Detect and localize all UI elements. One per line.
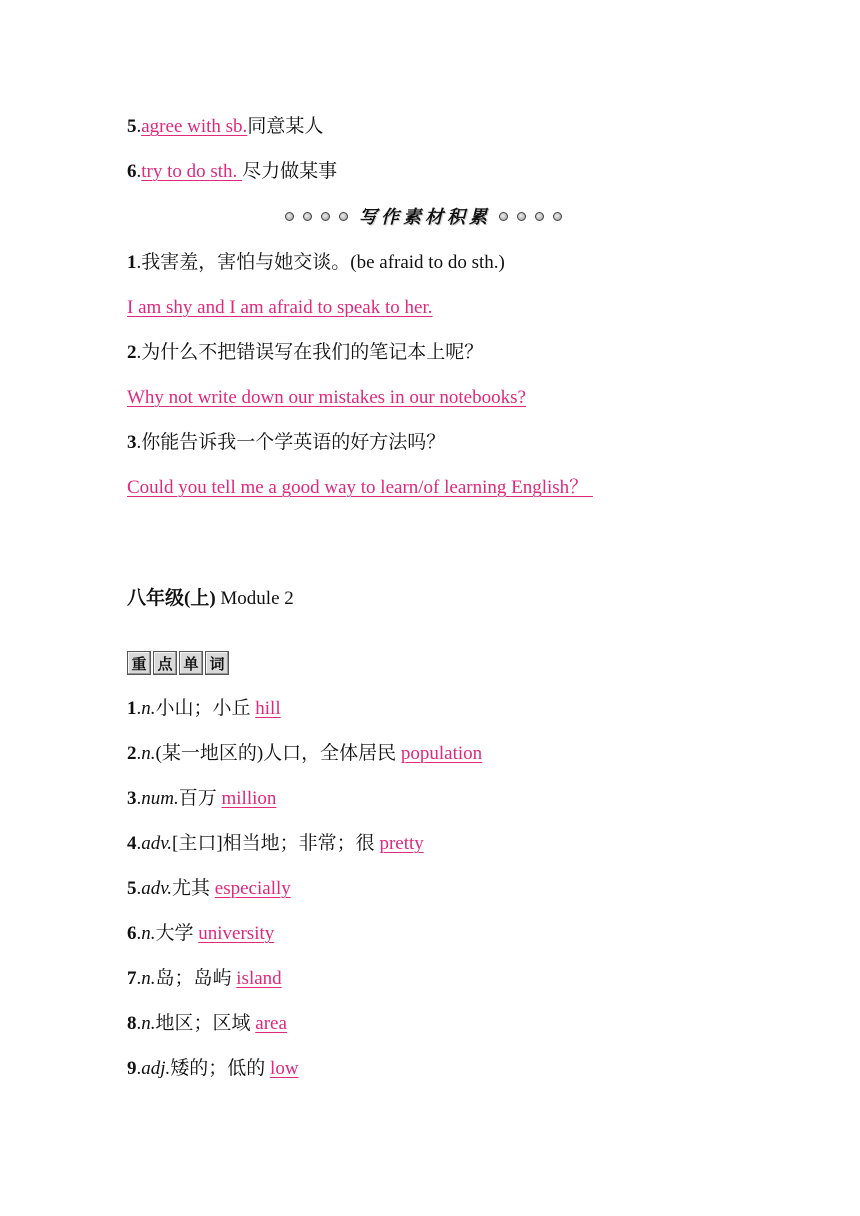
item-number: 2	[127, 743, 137, 764]
part-of-speech: adv.	[141, 833, 173, 854]
vocab-item: 5.adv.尤其 especially	[127, 878, 291, 899]
chinese-meaning: 大学	[155, 923, 199, 944]
vocab-item: 4.adv.[主口]相当地；非常；很 pretty	[127, 833, 424, 854]
grade-label: 八年级(上)	[127, 588, 216, 609]
answer-text: especially	[214, 878, 291, 899]
answer-text: pretty	[379, 833, 424, 854]
answer-text: Could you tell me a good way to learn/of learning English？	[127, 477, 593, 498]
writing-answer	[127, 476, 593, 500]
bullet-dot-icon	[499, 212, 508, 221]
part-of-speech: n.	[141, 698, 156, 719]
part-of-speech: n.	[141, 1013, 156, 1034]
item-number: 1	[127, 252, 137, 273]
chinese-meaning: 岛；岛屿	[155, 968, 237, 989]
writing-prompt: 1.我害羞，害怕与她交谈。(be afraid to do sth.)	[127, 252, 505, 273]
chinese-meaning: 地区；区域	[155, 1013, 256, 1034]
header-tile: 点	[153, 651, 177, 675]
chinese-meaning: 小山；小丘	[155, 698, 256, 719]
header-tile: 词	[205, 651, 229, 675]
writing-prompt: 3.你能告诉我一个学英语的好方法吗？	[127, 432, 446, 453]
writing-answer	[127, 296, 432, 320]
chinese-meaning: 同意某人	[247, 116, 324, 137]
module-name: Module 2	[215, 588, 294, 609]
answer-text: million	[221, 788, 277, 809]
item-number: 9	[127, 1058, 137, 1079]
part-of-speech: adv.	[141, 878, 173, 899]
bullet-dot-icon	[303, 212, 312, 221]
item-number: 3	[127, 432, 137, 453]
item-number: 1	[127, 698, 137, 719]
writing-answer	[127, 386, 526, 410]
answer-text: area	[255, 1013, 287, 1034]
answer-text: I am shy and I am afraid to speak to her.	[127, 297, 433, 318]
vocab-item: 8.n.地区；区域 area	[127, 1013, 287, 1034]
chinese-meaning: 尤其	[172, 878, 215, 899]
vocab-item: 6.n.大学 university	[127, 923, 275, 944]
writing-section-banner	[285, 205, 571, 227]
part-of-speech: adj.	[141, 1058, 171, 1079]
bullet-dot-icon	[285, 212, 294, 221]
vocab-section-header	[127, 651, 231, 675]
prompt-text: 我害羞，害怕与她交谈。(be afraid to do sth.)	[141, 252, 505, 273]
vocab-item: 2.n.(某一地区的)人口，全体居民 population	[127, 743, 483, 764]
phrase-item: 5.agree with sb.同意某人	[127, 116, 324, 137]
chinese-meaning: [主口]相当地；非常；很	[172, 833, 380, 854]
answer-text: low	[270, 1058, 299, 1079]
module-heading	[127, 587, 294, 611]
item-number: 8	[127, 1013, 137, 1034]
part-of-speech: num.	[141, 788, 179, 809]
chinese-meaning: 百万	[178, 788, 222, 809]
answer-text: Why not write down our mistakes in our notebooks?	[127, 387, 526, 408]
vocab-item: 3.num.百万 million	[127, 788, 277, 809]
answer-text: population	[400, 743, 483, 764]
prompt-text: 你能告诉我一个学英语的好方法吗？	[141, 432, 446, 453]
item-number: 5	[127, 116, 137, 137]
item-number: 2	[127, 342, 137, 363]
phrase-item: 6.try to do sth. 尽力做某事	[127, 161, 338, 182]
answer-text: hill	[255, 698, 281, 719]
item-number: 4	[127, 833, 137, 854]
answer-text: island	[236, 968, 282, 989]
item-number: 6	[127, 161, 137, 182]
writing-prompt: 2.为什么不把错误写在我们的笔记本上呢？	[127, 342, 484, 363]
vocab-item: 9.adj.矮的；低的 low	[127, 1058, 299, 1079]
item-number: 6	[127, 923, 137, 944]
vocab-item: 1.n.小山；小丘 hill	[127, 698, 281, 719]
answer-text: university	[198, 923, 275, 944]
chinese-meaning: 矮的；低的	[170, 1058, 271, 1079]
bullet-dot-icon	[553, 212, 562, 221]
bullet-dot-icon	[535, 212, 544, 221]
prompt-text: 为什么不把错误写在我们的笔记本上呢？	[141, 342, 484, 363]
header-tile: 单	[179, 651, 203, 675]
chinese-meaning: (某一地区的)人口，全体居民	[155, 743, 401, 764]
part-of-speech: n.	[141, 743, 156, 764]
banner-title: 写作素材积累	[359, 207, 491, 228]
answer-text: agree with sb.	[141, 116, 248, 137]
item-number: 7	[127, 968, 137, 989]
item-number: 3	[127, 788, 137, 809]
answer-text: try to do sth.	[141, 161, 243, 182]
item-number: 5	[127, 878, 137, 899]
header-tile: 重	[127, 651, 151, 675]
bullet-dot-icon	[517, 212, 526, 221]
part-of-speech: n.	[141, 923, 156, 944]
bullet-dot-icon	[321, 212, 330, 221]
part-of-speech: n.	[141, 968, 156, 989]
bullet-dot-icon	[339, 212, 348, 221]
vocab-item: 7.n.岛；岛屿 island	[127, 968, 282, 989]
chinese-meaning: 尽力做某事	[242, 161, 338, 182]
